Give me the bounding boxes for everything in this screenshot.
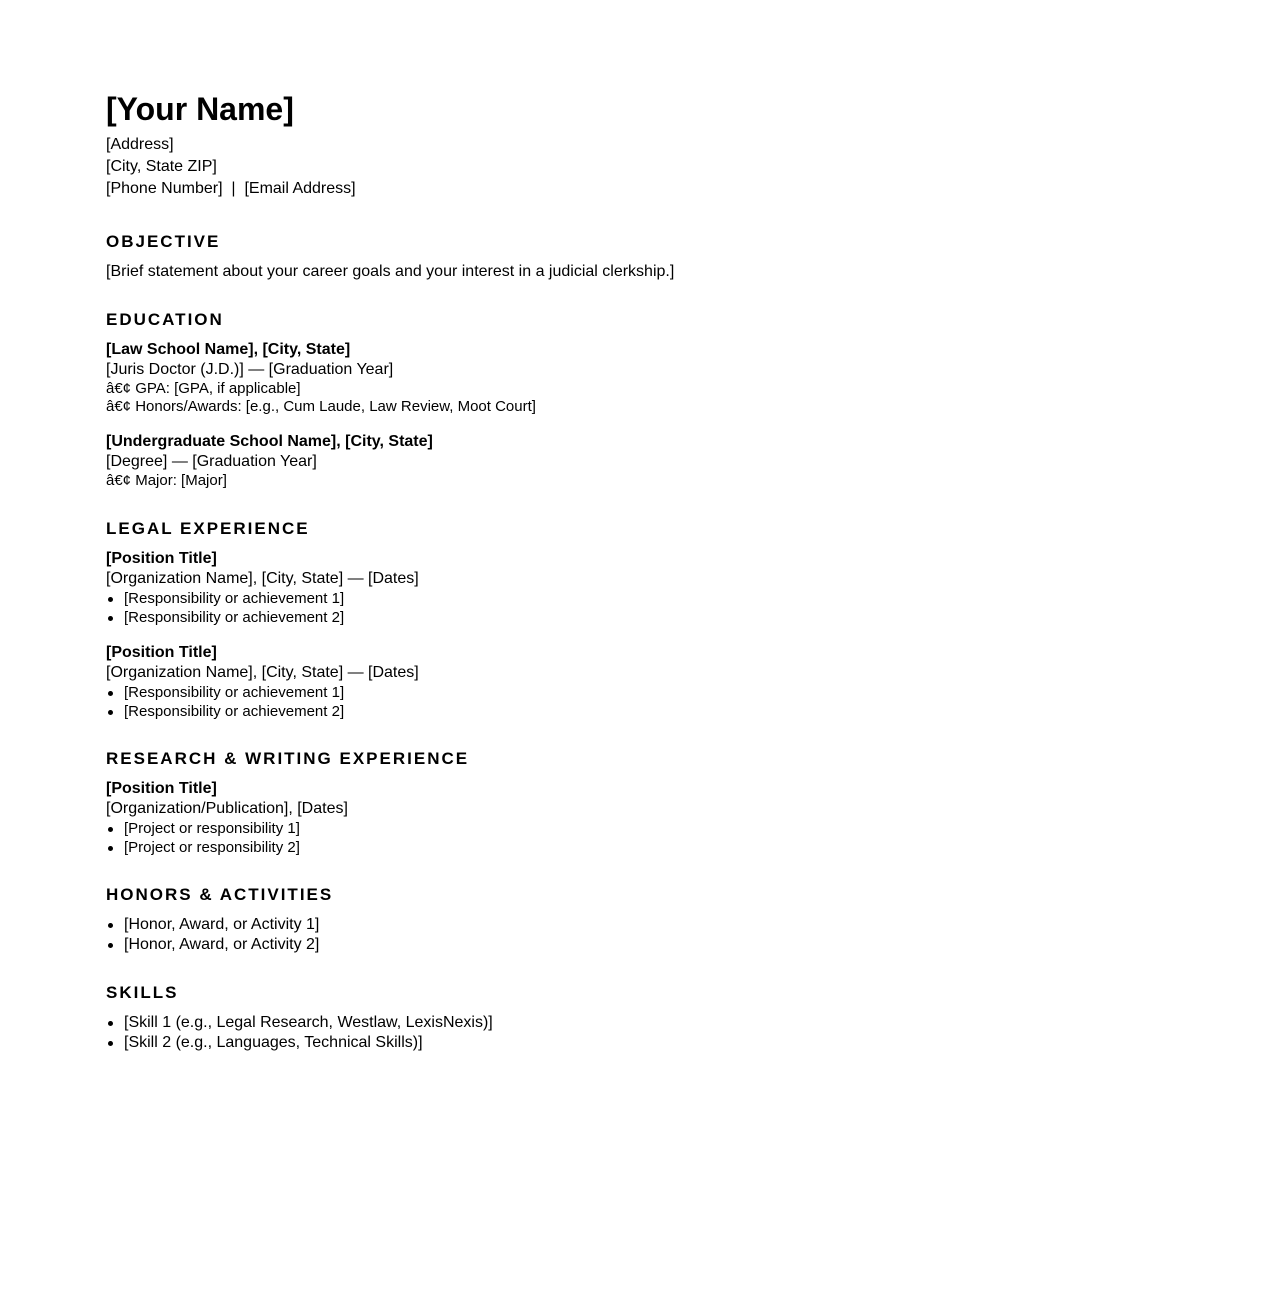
responsibility-list (106, 589, 419, 627)
school-name: [Law School Name], [City, State] (106, 341, 351, 358)
list-item: [Responsibility or achievement 2] (106, 608, 419, 627)
section-heading-research-writing: RESEARCH & WRITING EXPERIENCE (106, 749, 470, 768)
list-item: [Honor, Award, or Activity 2] (106, 935, 333, 955)
school-name: [Undergraduate School Name], [City, State] (106, 433, 433, 450)
education-entry (106, 340, 536, 416)
objective-text: [Brief statement about your career goals and your interest in a judicial clerkship.] (106, 263, 675, 280)
position-title: [Position Title] (106, 550, 217, 567)
position-title: [Position Title] (106, 780, 217, 797)
list-item: [Skill 2 (e.g., Languages, Technical Skills)] (106, 1033, 493, 1053)
list-item: [Responsibility or achievement 1] (106, 683, 419, 702)
section-heading-skills: SKILLS (106, 983, 179, 1002)
objective-section (106, 232, 674, 282)
degree-line: [Juris Doctor (J.D.)] — [Graduation Year] (106, 361, 394, 378)
education-section (106, 310, 536, 490)
phone-email-line: [Phone Number] | [Email Address] (106, 180, 356, 197)
legal-experience-section (106, 519, 419, 721)
honors-list (106, 915, 333, 955)
list-item: [Skill 1 (e.g., Legal Research, Westlaw, LexisNexis)] (106, 1013, 493, 1033)
education-detail: â€¢ Honors/Awards: [e.g., Cum Laude, Law Review, Moot Court] (106, 398, 536, 415)
responsibility-list (106, 819, 469, 857)
position-title: [Position Title] (106, 644, 217, 661)
organization-line: [Organization/Publication], [Dates] (106, 800, 348, 817)
education-entry (106, 432, 536, 490)
education-detail: â€¢ Major: [Major] (106, 472, 227, 489)
resume-header (106, 90, 356, 200)
candidate-name: [Your Name] (106, 91, 294, 127)
skills-section (106, 983, 493, 1053)
organization-line: [Organization Name], [City, State] — [Dates] (106, 570, 419, 587)
section-heading-honors-activities: HONORS & ACTIVITIES (106, 885, 334, 904)
skills-list (106, 1013, 493, 1053)
section-heading-legal-experience: LEGAL EXPERIENCE (106, 519, 310, 538)
address-line: [Address] (106, 136, 174, 153)
list-item: [Responsibility or achievement 1] (106, 589, 419, 608)
list-item: [Responsibility or achievement 2] (106, 702, 419, 721)
education-detail: â€¢ GPA: [GPA, if applicable] (106, 380, 301, 397)
research-writing-section (106, 749, 469, 857)
section-heading-education: EDUCATION (106, 310, 224, 329)
city-state-zip-line: [City, State ZIP] (106, 158, 217, 175)
experience-entry (106, 779, 469, 857)
experience-entry (106, 549, 419, 627)
section-heading-objective: OBJECTIVE (106, 232, 221, 251)
list-item: [Honor, Award, or Activity 1] (106, 915, 333, 935)
organization-line: [Organization Name], [City, State] — [Dates] (106, 664, 419, 681)
responsibility-list (106, 683, 419, 721)
list-item: [Project or responsibility 1] (106, 819, 469, 838)
degree-line: [Degree] — [Graduation Year] (106, 453, 317, 470)
honors-activities-section (106, 885, 333, 955)
list-item: [Project or responsibility 2] (106, 838, 469, 857)
experience-entry (106, 643, 419, 721)
